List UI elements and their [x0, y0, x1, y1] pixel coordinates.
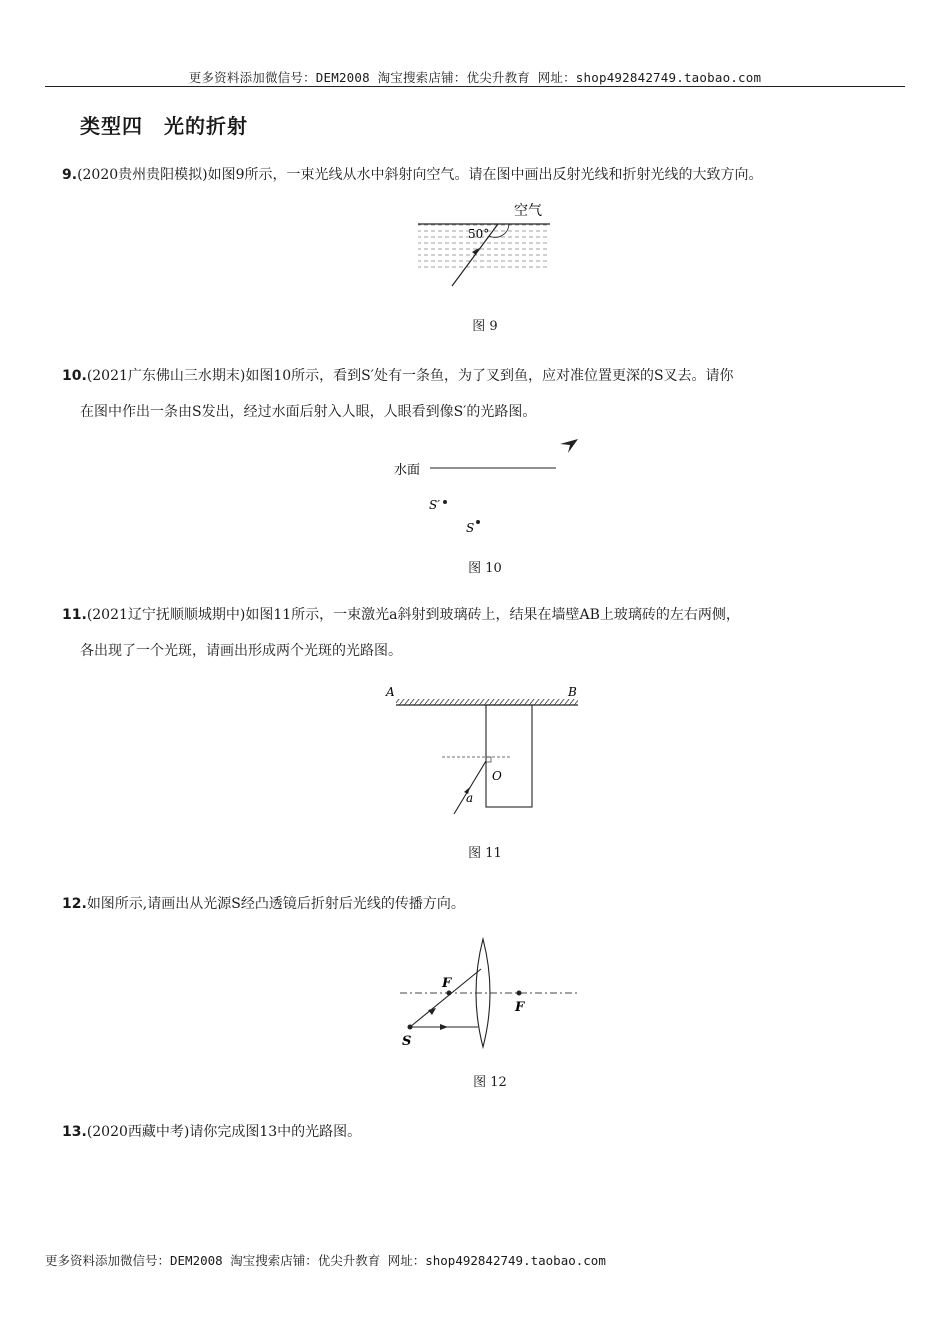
- eye-icon: [560, 439, 578, 453]
- question-12: [62, 886, 892, 922]
- light-source-s: [408, 1025, 413, 1030]
- label-a-ray: a: [466, 791, 474, 805]
- right-angle-mark: [486, 757, 491, 762]
- question-number: 13.: [62, 1124, 87, 1140]
- glass-brick: [486, 705, 532, 807]
- label-water-surface: 水面: [394, 463, 421, 478]
- question-9: [62, 157, 892, 193]
- caption-9: 图 9: [472, 319, 498, 334]
- ray-arrow: [428, 1008, 436, 1015]
- focus-point-right: [517, 991, 522, 996]
- question-text: 如图所示,请画出从光源S经凸透镜后折射后光线的传播方向。: [86, 896, 465, 912]
- page-header: 更多资料添加微信号：DEM2008 淘宝搜索店铺：优尖升教育 网址：shop492842749.taobao.com: [188, 70, 762, 85]
- caption-12: 图 12: [473, 1075, 507, 1090]
- question-text: (2020西藏中考)请你完成图13中的光路图。: [86, 1124, 362, 1140]
- figure-12: [390, 935, 590, 1055]
- question-number: 10.: [62, 368, 87, 384]
- section-title: 类型四 光的折射: [80, 114, 248, 138]
- figure-11: [380, 680, 590, 820]
- caption-10: 图 10: [468, 561, 502, 576]
- ray-arrow: [440, 1024, 448, 1030]
- question-number: 12.: [62, 896, 87, 912]
- figure-9: [410, 198, 560, 290]
- caption-11: 图 11: [468, 846, 502, 861]
- question-number: 9.: [62, 167, 78, 183]
- label-a-wall: A: [386, 685, 395, 699]
- question-text-cont: 各出现了一个光斑，请画出形成两个光斑的光路图。: [80, 643, 402, 659]
- header-divider: [45, 86, 905, 87]
- laser-ray: [454, 761, 486, 814]
- question-11: [62, 597, 892, 669]
- figure-10: [388, 405, 588, 540]
- point-s-prime: [443, 500, 447, 504]
- label-b-wall: B: [568, 685, 577, 699]
- wall-hatch: [396, 699, 578, 705]
- question-number: 11.: [62, 607, 87, 623]
- label-s: S: [402, 1034, 412, 1049]
- question-13: [62, 1114, 892, 1150]
- question-text: (2021广东佛山三水期末)如图10所示，看到S′处有一条鱼，为了叉到鱼，应对准位置更深的S叉去。请你: [86, 368, 734, 384]
- label-air: 空气: [514, 203, 542, 219]
- point-s: [476, 520, 480, 524]
- label-s-prime: S′: [429, 498, 440, 512]
- label-f-left: F: [442, 976, 452, 991]
- question-text-cont: 在图中作出一条由S发出，经过水面后射入人眼，人眼看到像S′的光路图。: [80, 404, 537, 420]
- label-s: S: [466, 521, 475, 535]
- label-f-right: F: [515, 1000, 525, 1015]
- label-o: O: [492, 769, 502, 783]
- label-angle: 50°: [468, 227, 490, 241]
- focus-point-left: [447, 991, 452, 996]
- page-footer: 更多资料添加微信号：DEM2008 淘宝搜索店铺：优尖升教育 网址：shop492842749.taobao.com: [45, 1253, 606, 1268]
- question-text: (2021辽宁抚顺顺城期中)如图11所示，一束激光a斜射到玻璃砖上，结果在墙壁AB上玻璃砖的左右两侧，: [86, 607, 740, 623]
- question-text: (2020贵州贵阳模拟)如图9所示，一束光线从水中斜射向空气。请在图中画出反射光线和折射光线的大致方向。: [77, 167, 763, 183]
